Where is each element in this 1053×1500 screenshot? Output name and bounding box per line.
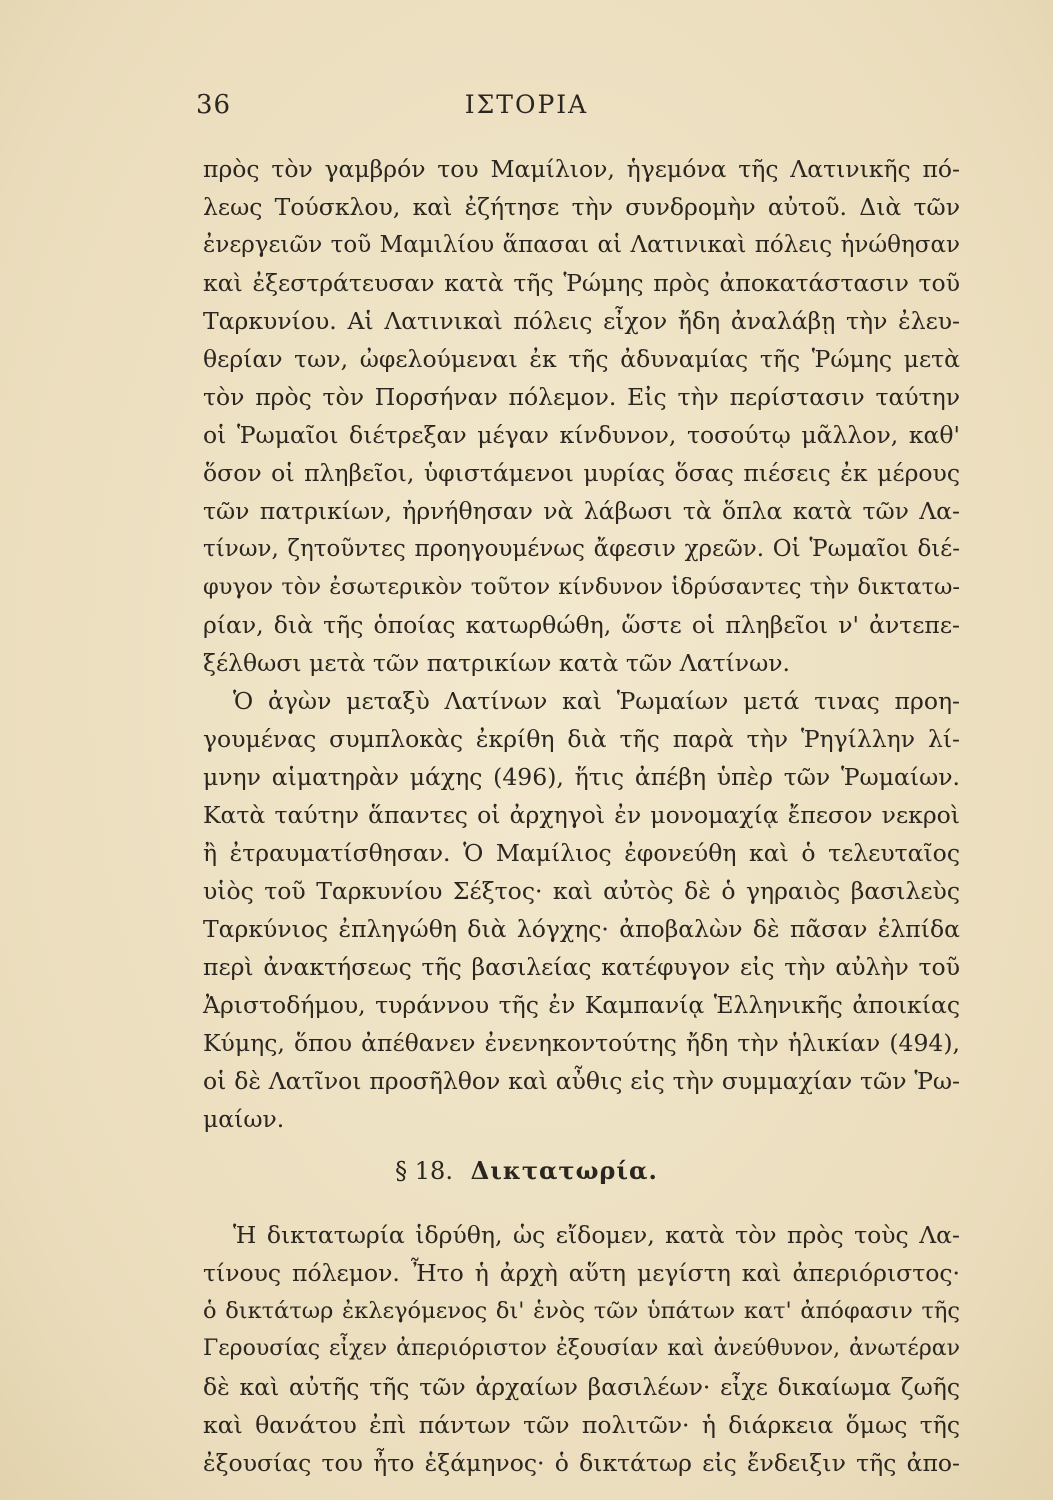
text-line: πρὸς τὸν γαμβρόν του Μαμίλιον, ἡγεμόνα τῆς Λατινικῆς πό-	[203, 155, 960, 183]
text-line: Ἀριστοδήμου, τυράννου τῆς ἐν Καμπανίᾳ Ἑλληνικῆς ἀποικίας	[203, 991, 960, 1019]
text-line: δὲ καὶ αὐτῆς τῆς τῶν ἀρχαίων βασιλέων· εἶχε δικαίωμα ζωῆς	[203, 1373, 960, 1401]
text-line: τίνων, ζητοῦντες προηγουμένως ἄφεσιν χρεῶν. Οἱ Ῥωμαῖοι διέ-	[203, 536, 960, 562]
text-line: Ταρκύνιος ἐπληγώθη διὰ λόγχης· ἀποβαλὼν δὲ πᾶσαν ἐλπίδα	[203, 915, 960, 943]
text-line: γουμένας συμπλοκὰς ἐκρίθη διὰ τῆς παρὰ τὴν Ῥηγίλλην λί-	[203, 725, 960, 753]
text-line: ὅσον οἱ πληβεῖοι, ὑφιστάμενοι μυρίας ὅσας πιέσεις ἐκ μέρους	[203, 459, 960, 487]
text-line: ἐνεργειῶν τοῦ Μαμιλίου ἅπασαι αἱ Λατινικαὶ πόλεις ἡνώθησαν	[203, 232, 960, 258]
text-line: λεως Τούσκλου, καὶ ἐζήτησε τὴν συνδρομὴν αὐτοῦ. Διὰ τῶν	[203, 193, 960, 221]
text-line: Ὁ ἀγὼν μεταξὺ Λατίνων καὶ Ῥωμαίων μετά τινας προη-	[233, 687, 960, 715]
section-number: § 18.	[395, 1157, 453, 1185]
text-line: ὁ δικτάτωρ ἐκλεγόμενος δι' ἑνὸς τῶν ὑπάτων κατ' ἀπόφασιν τῆς	[203, 1298, 960, 1324]
text-line: φυγον τὸν ἐσωτερικὸν τοῦτον κίνδυνον ἱδρύσαντες τὴν δικτατω-	[203, 574, 960, 600]
text-line: υἱὸς τοῦ Ταρκυνίου Σέξτος· καὶ αὐτὸς δὲ ὁ γηραιὸς βασιλεὺς	[203, 877, 960, 905]
text-line: οἱ Ῥωμαῖοι διέτρεξαν μέγαν κίνδυνον, τοσούτῳ μᾶλλον, καθ'	[203, 421, 960, 449]
section-heading	[0, 1152, 1053, 1190]
text-line: ἢ ἐτραυματίσθησαν. Ὁ Μαμίλιος ἐφονεύθη καὶ ὁ τελευταῖος	[203, 839, 960, 867]
text-line: τίνους πόλεμον. Ἦτο ἡ ἀρχὴ αὕτη μεγίστη καὶ ἀπεριόριστος·	[203, 1259, 960, 1287]
text-line: ρίαν, διὰ τῆς ὁποίας κατωρθώθη, ὥστε οἱ πληβεῖοι ν' ἀντεπε-	[203, 611, 960, 639]
text-line: Ἡ δικτατωρία ἱδρύθη, ὡς εἴδομεν, κατὰ τὸν πρὸς τοὺς Λα-	[233, 1221, 960, 1249]
text-line: περὶ ἀνακτήσεως τῆς βασιλείας κατέφυγον εἰς τὴν αὐλὴν τοῦ	[203, 953, 960, 981]
text-line: μνην αἱματηρὰν μάχης (496), ἥτις ἀπέβη ὑπὲρ τῶν Ῥωμαίων.	[203, 763, 960, 791]
text-line: τῶν πατρικίων, ἠρνήθησαν νὰ λάβωσι τὰ ὅπλα κατὰ τῶν Λα-	[203, 497, 960, 525]
text-line: ξέλθωσι μετὰ τῶν πατρικίων κατὰ τῶν Λατίνων.	[203, 649, 790, 677]
text-line: καὶ ἐξεστράτευσαν κατὰ τῆς Ῥώμης πρὸς ἀποκατάστασιν τοῦ	[203, 269, 960, 297]
text-line: μαίων.	[203, 1105, 285, 1133]
page-number: 36	[196, 90, 232, 120]
section-title: Δικτατωρία.	[470, 1156, 658, 1185]
text-line: καὶ θανάτου ἐπὶ πάντων τῶν πολιτῶν· ἡ διάρκεια ὅμως τῆς	[203, 1411, 960, 1439]
text-line: Κατὰ ταύτην ἅπαντες οἱ ἀρχηγοὶ ἐν μονομαχίᾳ ἔπεσον νεκροὶ	[203, 801, 960, 829]
text-line: Ταρκυνίου. Αἱ Λατινικαὶ πόλεις εἶχον ἤδη ἀναλάβῃ τὴν ἐλευ-	[203, 307, 960, 335]
text-line: θερίαν των, ὠφελούμεναι ἐκ τῆς ἀδυναμίας τῆς Ῥώμης μετὰ	[203, 345, 960, 373]
text-line: ἐξουσίας του ἦτο ἑξάμηνος· ὁ δικτάτωρ εἰς ἔνδειξιν τῆς ἀπο-	[203, 1449, 960, 1477]
text-line: Κύμης, ὅπου ἀπέθανεν ἐνενηκοντούτης ἤδη τὴν ἡλικίαν (494),	[203, 1029, 960, 1057]
text-line: Γερουσίας εἶχεν ἀπεριόριστον ἐξουσίαν καὶ ἀνεύθυνον, ἀνωτέραν	[203, 1336, 960, 1361]
text-line: τὸν πρὸς τὸν Πορσήναν πόλεμον. Εἰς τὴν περίστασιν ταύτην	[203, 383, 960, 411]
text-line: οἱ δὲ Λατῖνοι προσῆλθον καὶ αὖθις εἰς τὴν συμμαχίαν τῶν Ῥω-	[203, 1067, 960, 1095]
running-head: ΙΣΤΟΡΙΑ	[464, 90, 589, 119]
